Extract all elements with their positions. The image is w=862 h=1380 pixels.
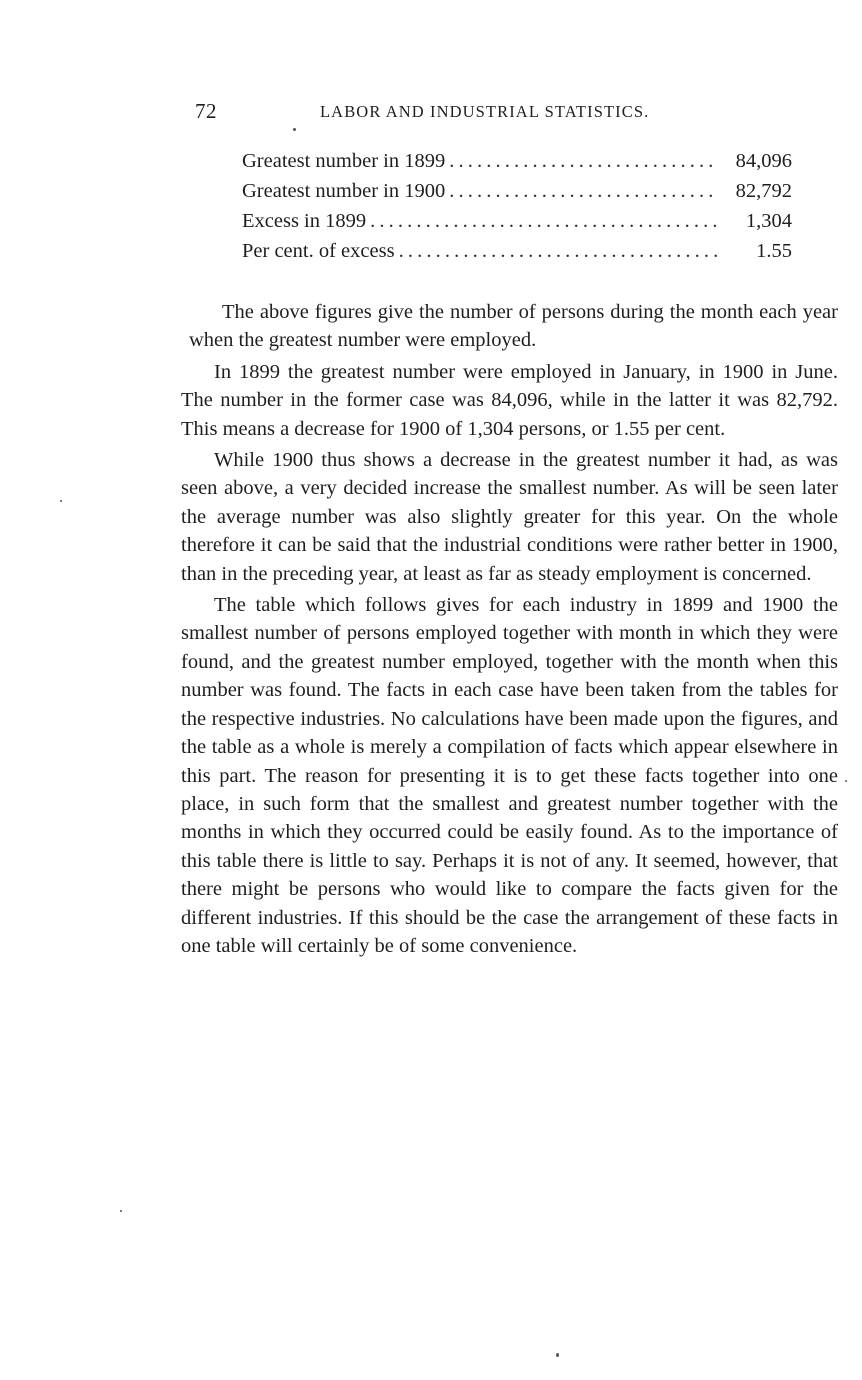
summary-label: Per cent. of excess [242,240,395,262]
summary-label: Greatest number in 1899 [242,150,446,172]
paragraph: The above figures give the number of persons during the month each year when the greatest number were employed. [189,301,838,352]
scan-speck [120,1210,122,1212]
summary-value: 1,304 [745,210,792,232]
scan-speck [293,128,296,131]
summary-row [242,210,792,240]
summary-value: 82,792 [735,180,792,202]
summary-label: Greatest number in 1900 [242,180,446,202]
scan-speck [60,500,62,502]
paragraph: While 1900 thus shows a decrease in the greatest number it had, as was seen above, a very decided increase the smallest number. As will be seen later the average number was also slightly greater for this year. On the whole therefore it can be said that the industrial conditions were rather better in 1900, than in the preceding year, at least as far as steady employment is concerned. [181,449,838,585]
dot-leader [449,180,718,203]
summary-row [242,150,792,180]
scan-speck [556,1353,559,1357]
dot-leader [399,240,718,263]
dot-leader [370,210,718,233]
summary-value: 84,096 [735,150,792,172]
page-number: 72 [195,99,217,123]
summary-label: Excess in 1899 [242,210,367,232]
scan-speck [845,780,847,782]
summary-row [242,180,792,210]
dot-leader [449,150,718,173]
summary-value: 1.55 [756,240,792,262]
summary-row [242,240,792,270]
paragraph: The table which follows gives for each industry in 1899 and 1900 the smallest number of persons employed together with month in which they were found, and the greatest number employed, together with the month when this number was found. The facts in each case have been taken from the tables for the respective industries. No calculations have been made upon the figures, and the table as a whole is merely a compilation of facts which appear elsewhere in this part. The reason for presenting it is to get these facts together into one place, in such form that the smallest and greatest number together with the months in which they occurred could be easily found. As to the importance of this table there is little to say. Perhaps it is not of any. It seemed, however, that there might be persons who would like to compare the facts given for the different industries. If this should be the case the arrangement of these facts in one table will certainly be of some convenience. [181,594,838,957]
paragraph: In 1899 the greatest number were employed in January, in 1900 in June. The number in the former case was 84,096, while in the latter it was 82,792. This means a decrease for 1900 of 1,304 persons, or 1.55 per cent. [181,360,838,440]
running-title: LABOR AND INDUSTRIAL STATISTICS. [320,102,650,121]
summary-table [242,150,792,270]
body-text [181,298,838,963]
